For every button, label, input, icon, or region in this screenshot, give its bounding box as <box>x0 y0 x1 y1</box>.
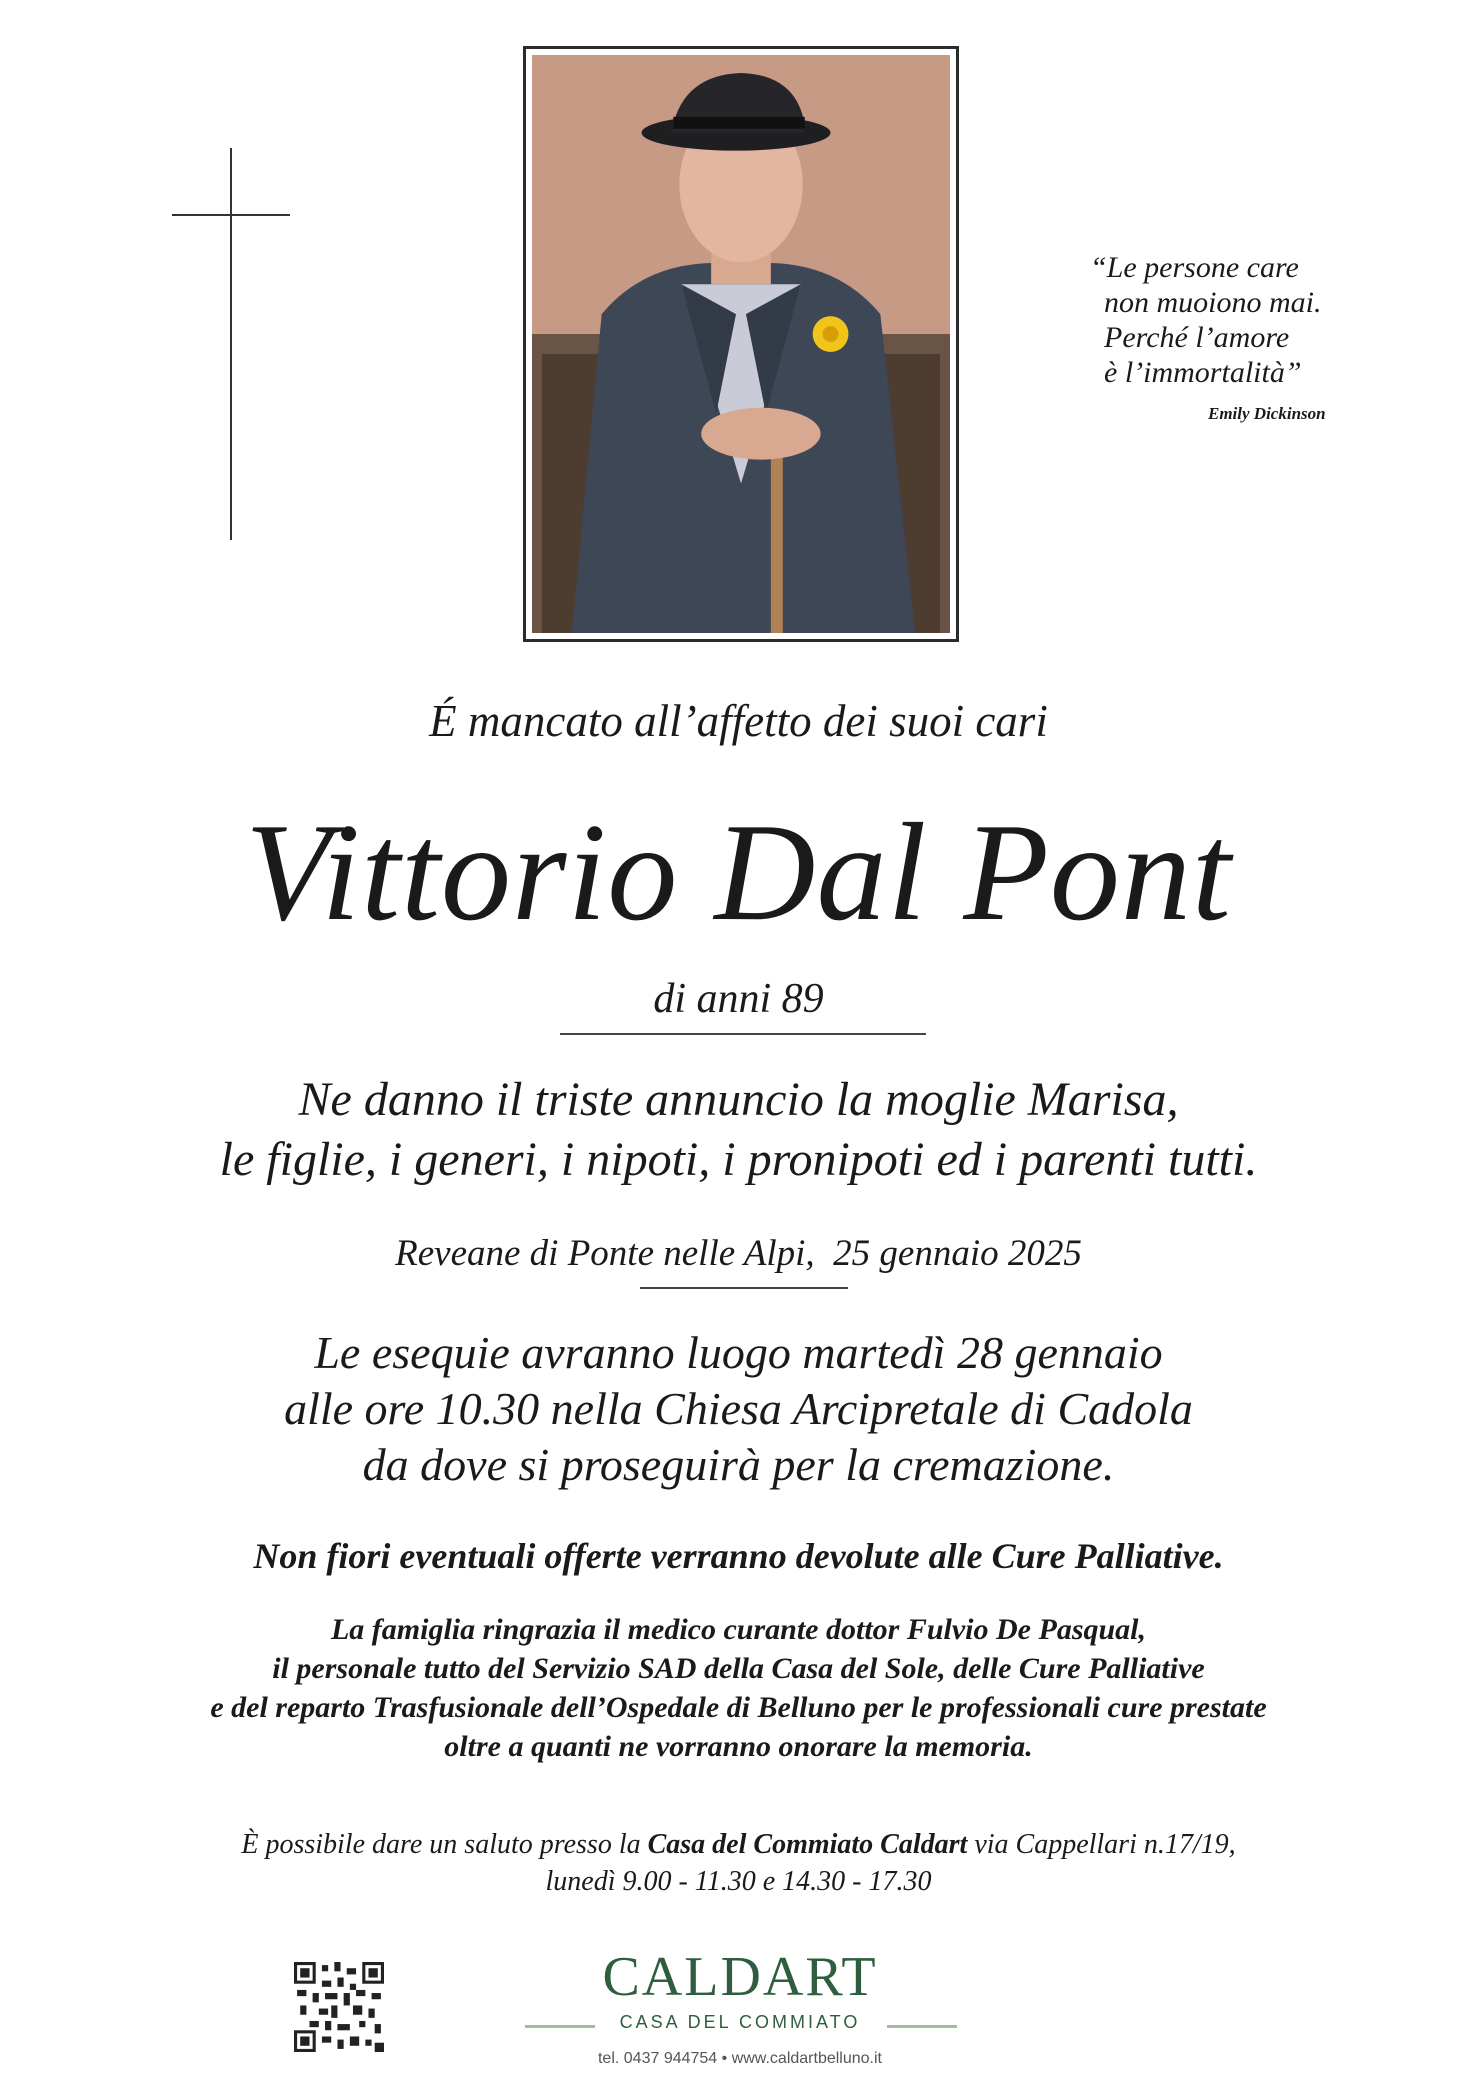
flowers-notice: Non fiori eventuali offerte verranno devolute alle Cure Palliative. <box>253 1536 1224 1576</box>
thanks-text <box>0 1610 1477 1766</box>
place-date: Reveane di Ponte nelle Alpi, 25 gennaio 2025 <box>395 1233 1082 1274</box>
cross-horizontal <box>172 214 290 216</box>
quote-author: Emily Dickinson <box>1208 404 1326 423</box>
qr-code-icon[interactable] <box>294 1962 384 2052</box>
quote-line: non muoiono mai. <box>1104 286 1322 319</box>
contact-info: tel. 0437 944754 • www.caldartbelluno.it <box>597 2050 882 2067</box>
thanks-line: La famiglia ringrazia il medico curante dottor Fulvio De Pasqual, <box>330 1613 1147 1646</box>
visit-venue: Casa del Commiato Caldart <box>647 1829 968 1860</box>
thanks-line: oltre a quanti ne vorranno onorare la memoria. <box>444 1730 1033 1763</box>
visit-hours: lunedì 9.00 - 11.30 e 14.30 - 17.30 <box>545 1866 932 1897</box>
funeral-line: alle ore 10.30 nella Chiesa Arcipretale di Cadola <box>284 1383 1193 1434</box>
quote <box>1090 250 1420 390</box>
visit-post: via Cappellari n.17/19, <box>967 1829 1236 1860</box>
portrait-photo <box>532 55 950 633</box>
funeral-line: Le esequie avranno luogo martedì 28 gennaio <box>314 1327 1163 1378</box>
portrait-photo-frame <box>523 46 959 642</box>
brand-logo: CALDART <box>602 1946 878 2008</box>
announcement-line: le figlie, i generi, i nipoti, i pronipoti ed i parenti tutti. <box>219 1133 1258 1186</box>
thanks-line: il personale tutto del Servizio SAD della Casa del Sole, delle Cure Palliative <box>272 1652 1205 1685</box>
cross-vertical <box>230 148 232 540</box>
quote-line: Perché l’amore <box>1104 321 1290 354</box>
thanks-line: e del reparto Trasfusionale dell’Ospedale di Belluno per le professionali cure prestate <box>210 1691 1267 1724</box>
intro-text: É mancato all’affetto dei suoi cari <box>429 696 1048 746</box>
quote-line: “Le persone care <box>1090 251 1299 284</box>
visit-info <box>0 1826 1477 1900</box>
brand-tagline: CASA DEL COMMIATO <box>619 2012 861 2032</box>
divider <box>640 1287 848 1289</box>
funeral-info <box>0 1325 1477 1493</box>
funeral-line: da dove si proseguirà per la cremazione. <box>362 1439 1115 1490</box>
deceased-name: Vittorio Dal Pont <box>245 795 1232 950</box>
divider <box>560 1033 926 1035</box>
visit-pre: È possibile dare un saluto presso la <box>241 1829 648 1860</box>
announcement-line: Ne danno il triste annuncio la moglie Marisa, <box>298 1073 1179 1126</box>
age-text: di anni 89 <box>653 976 824 1022</box>
announcement <box>0 1070 1477 1190</box>
quote-line: è l’immortalità” <box>1104 356 1302 389</box>
